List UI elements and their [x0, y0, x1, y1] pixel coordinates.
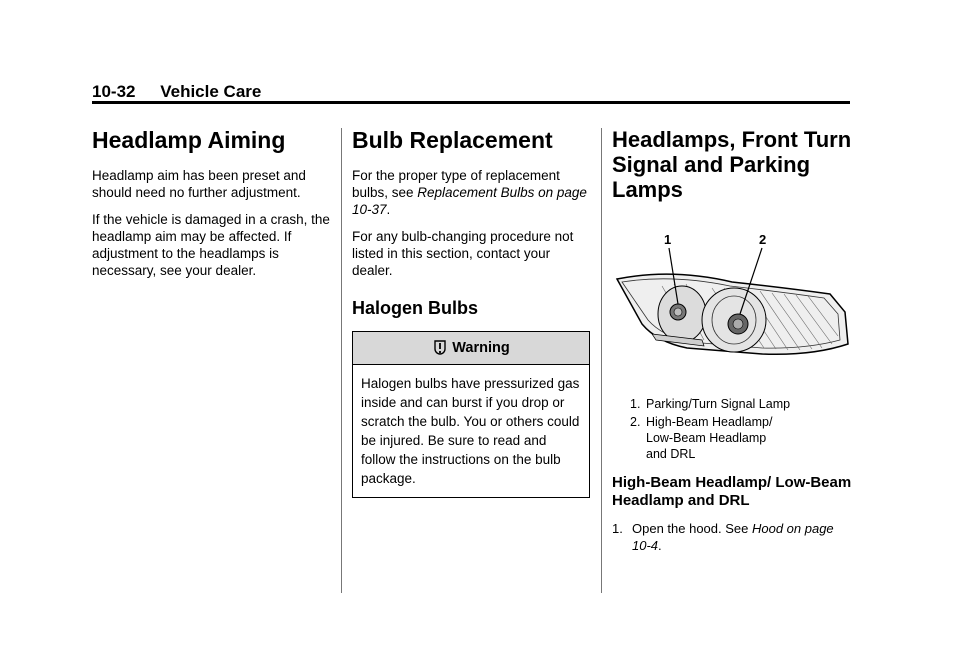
warning-text: Halogen bulbs have pressurized gas inside and can burst if you drop or scratch the bulb. You or others could be injured. Be sure to read and follow the instructions on the bulb package.	[361, 376, 580, 486]
warning-box	[352, 331, 590, 498]
paragraph-text: For the proper type of replacement bulbs, see	[352, 168, 560, 200]
headlamp-socket-center	[733, 319, 743, 329]
step-text	[632, 520, 852, 554]
paragraph-end: .	[386, 202, 391, 217]
step-end: .	[658, 538, 662, 553]
header-rule	[92, 101, 850, 104]
legend-text: High-Beam Headlamp/ Low-Beam Headlamp and DRL	[646, 415, 773, 461]
cross-reference-link[interactable]: Hood on page 10-4	[632, 521, 834, 553]
bulb-replacement-title: Bulb Replacement	[352, 127, 553, 153]
legend-number: 1.	[630, 397, 641, 411]
column-bulb-replacement	[352, 118, 590, 498]
high-beam-subtitle: High-Beam Headlamp/ Low-Beam Headlamp and DRL	[612, 474, 852, 509]
page-header	[92, 82, 261, 102]
warning-icon	[432, 340, 448, 356]
legend-number: 2.	[630, 415, 641, 429]
callout-1: 1	[664, 232, 672, 247]
page-number: 10-32	[92, 82, 136, 101]
paragraph: Headlamp aim has been preset and should need no further adjustment.	[92, 168, 306, 200]
section-title: Vehicle Care	[160, 82, 262, 101]
warning-header	[353, 332, 589, 365]
headlamp-assembly-figure	[612, 216, 852, 386]
step-body: Open the hood. See	[632, 521, 752, 536]
warning-title: Warning	[452, 340, 510, 356]
column-headlamps	[612, 118, 852, 554]
headlamp-illustration	[612, 216, 852, 386]
headlamps-title: Headlamps, Front Turn Signal and Parking Lamps	[612, 127, 852, 202]
cross-reference-link[interactable]: Replacement Bulbs on page 10-37	[352, 185, 587, 217]
figure-legend	[612, 396, 852, 462]
step-item	[612, 520, 852, 554]
halogen-bulbs-title: Halogen Bulbs	[352, 298, 479, 318]
legend-item	[630, 396, 852, 412]
parking-lamp-socket-center	[674, 308, 682, 316]
step-number: 1.	[612, 521, 623, 536]
paragraph	[352, 167, 590, 218]
paragraph: For any bulb-changing procedure not listed in this section, contact your dealer.	[352, 229, 574, 278]
paragraph: If the vehicle is damaged in a crash, the headlamp aim may be affected. If adjustment to the headlamps is necessary, see your dealer.	[92, 212, 330, 278]
column-divider-1	[341, 128, 342, 593]
column-divider-2	[601, 128, 602, 593]
callout-2: 2	[759, 232, 767, 247]
legend-item	[630, 414, 852, 462]
legend-text: Parking/Turn Signal Lamp	[646, 397, 791, 411]
warning-body	[353, 365, 589, 497]
column-headlamp-aiming	[92, 118, 330, 289]
headlamp-aiming-title: Headlamp Aiming	[92, 127, 286, 153]
procedure-steps	[612, 520, 852, 554]
